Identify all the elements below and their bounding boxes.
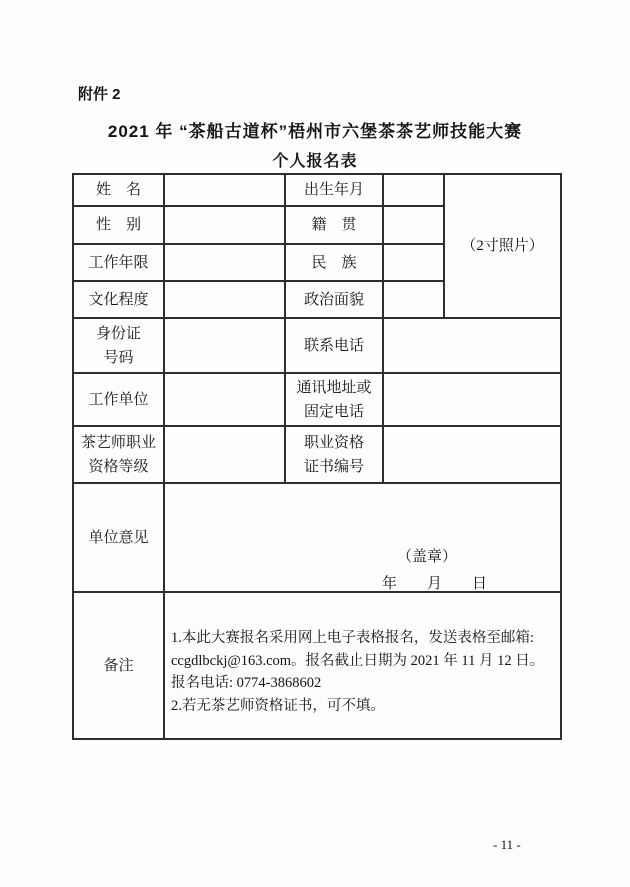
photo-placeholder: （2寸照片） xyxy=(444,174,561,318)
name-value-cell xyxy=(164,174,285,206)
remarks-line: 报名电话: 0774-3868602 xyxy=(171,675,322,691)
remarks-line: 1.本此大赛报名采用网上电子表格报名，发送表格至邮箱: xyxy=(171,630,534,646)
education-value-cell xyxy=(164,281,285,318)
document-title: 2021 年 “茶船古道杯”梧州市六堡茶茶艺师技能大赛 xyxy=(107,122,523,141)
table-row xyxy=(73,592,561,739)
seal-placeholder: （盖章） xyxy=(397,549,458,565)
table-row xyxy=(73,373,561,426)
name-label: 姓 名 xyxy=(73,174,164,206)
id-number-label: 身份证 号码 xyxy=(73,318,164,373)
contact-phone-value-cell xyxy=(383,318,561,373)
political-status-value-cell xyxy=(383,281,444,318)
ethnicity-label: 民 族 xyxy=(285,244,383,281)
mailing-address-value-cell xyxy=(383,373,561,426)
work-years-value-cell xyxy=(164,244,285,281)
table-row xyxy=(73,174,561,206)
qualification-level-value-cell xyxy=(164,426,285,483)
date-placeholder: 年 月 日 xyxy=(382,576,488,592)
remarks-content xyxy=(165,593,560,717)
unit-opinion-label: 单位意见 xyxy=(73,483,164,592)
table-row xyxy=(73,318,561,373)
education-label: 文化程度 xyxy=(73,281,164,318)
remarks-line: ccgdlbckj@163.com。报名截止日期为 2021 年 11 月 12 日。 xyxy=(171,652,545,669)
employer-value-cell xyxy=(164,373,285,426)
ethnicity-value-cell xyxy=(383,244,444,281)
remarks-label: 备注 xyxy=(73,592,164,739)
table-row xyxy=(73,426,561,483)
qualification-level-label: 茶艺师职业 资格等级 xyxy=(73,426,164,483)
political-status-label: 政治面貌 xyxy=(285,281,383,318)
remarks-cell xyxy=(164,592,561,739)
employer-label: 工作单位 xyxy=(73,373,164,426)
birth-date-label: 出生年月 xyxy=(285,174,383,206)
registration-form-table xyxy=(72,173,562,740)
unit-opinion-content xyxy=(165,485,560,590)
birth-date-value-cell xyxy=(383,174,444,206)
mailing-address-label: 通讯地址或 固定电话 xyxy=(285,373,383,426)
attachment-label: 附件 2 xyxy=(78,86,121,103)
id-number-value-cell xyxy=(164,318,285,373)
gender-label: 性 别 xyxy=(73,206,164,244)
table-row xyxy=(73,483,561,592)
contact-phone-label: 联系电话 xyxy=(285,318,383,373)
page-number: - 11 - xyxy=(493,837,521,852)
form-subtitle: 个人报名表 xyxy=(272,153,358,170)
unit-opinion-cell xyxy=(164,483,561,592)
certificate-number-label: 职业资格 证书编号 xyxy=(285,426,383,483)
work-years-label: 工作年限 xyxy=(73,244,164,281)
certificate-number-value-cell xyxy=(383,426,561,483)
remarks-line: 2.若无茶艺师资格证书，可不填。 xyxy=(171,697,385,714)
gender-value-cell xyxy=(164,206,285,244)
native-place-label: 籍 贯 xyxy=(285,206,383,244)
native-place-value-cell xyxy=(383,206,444,244)
